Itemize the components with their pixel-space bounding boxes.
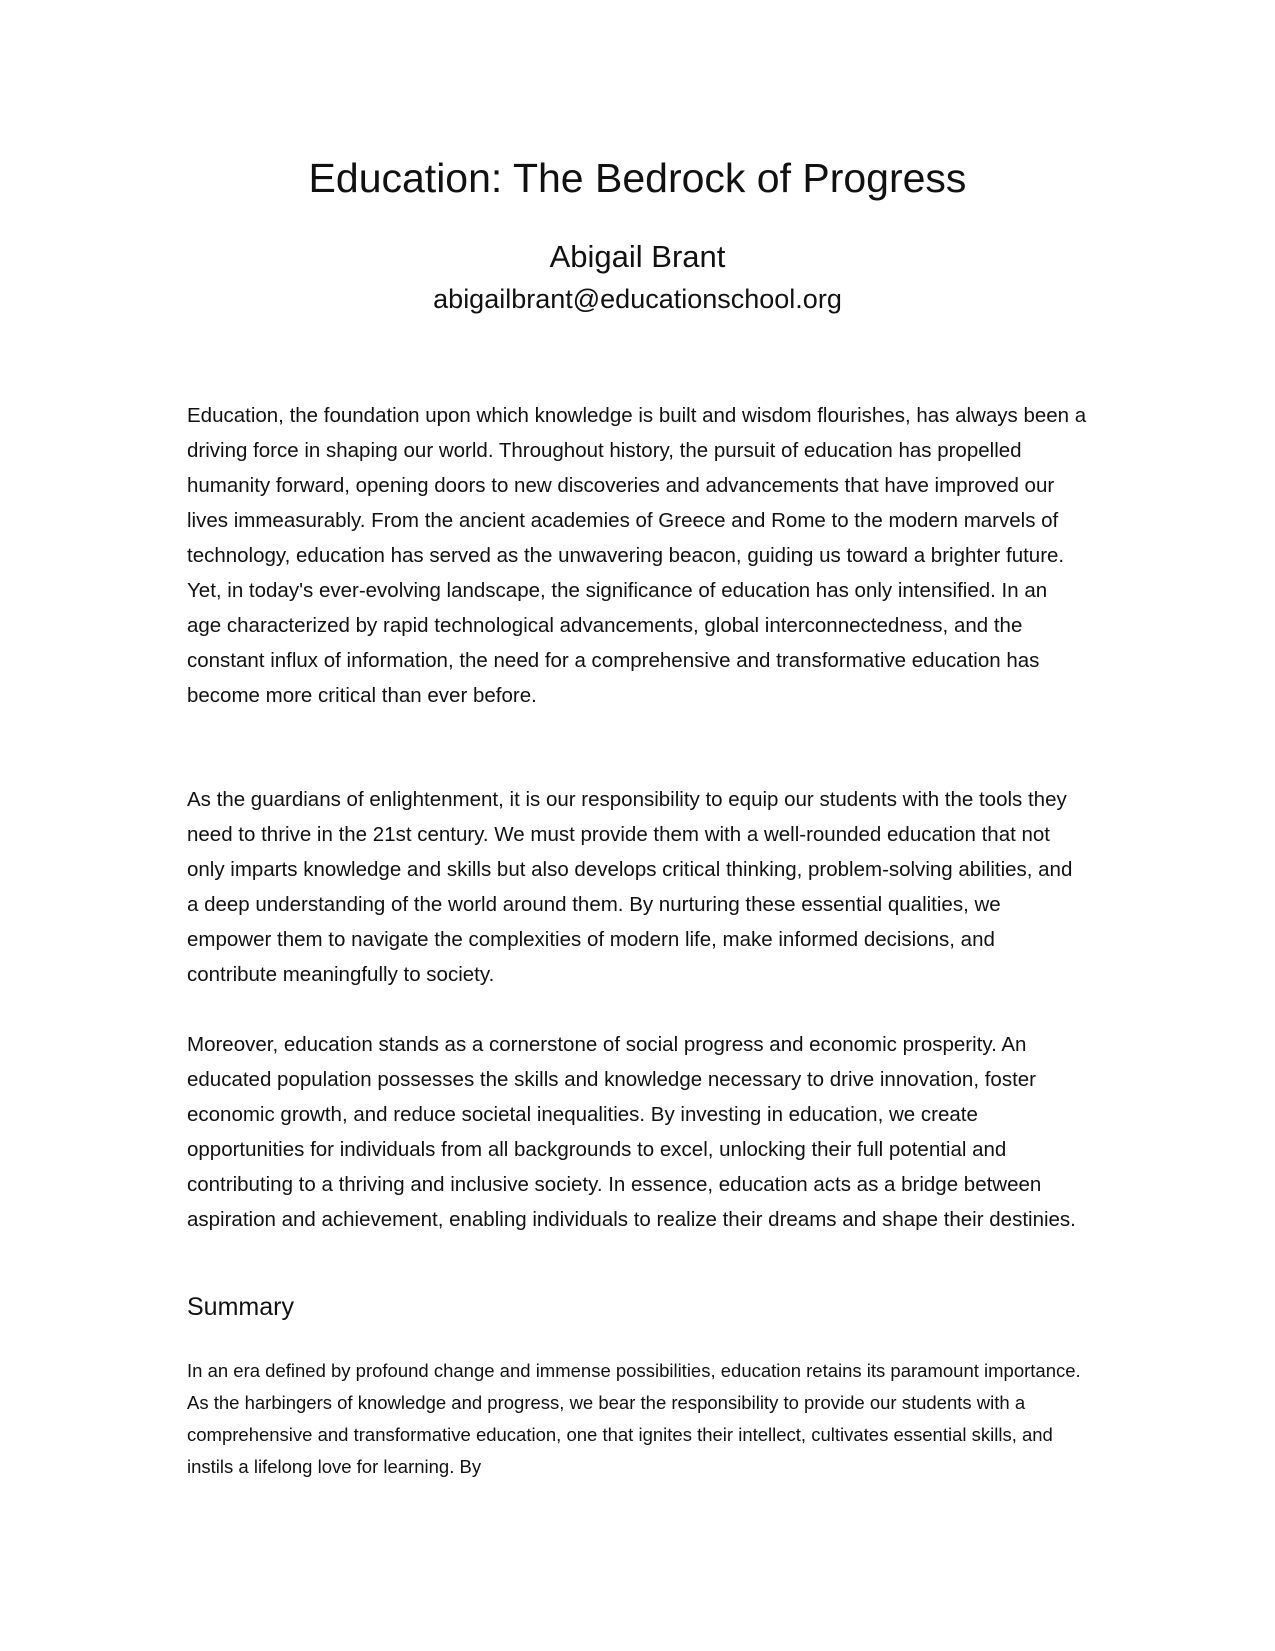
document-title: Education: The Bedrock of Progress bbox=[308, 155, 967, 201]
body-paragraph-3: Moreover, education stands as a cornerstone of social progress and economic prosperity. An educated population possesses the skills and knowledge necessary to drive innovation, foster economic growth, and reduce societal inequalities. By investing in education, we create opportunities for individuals from all backgrounds to excel, unlocking their full potential and contributing to a thriving and inclusive society. In essence, education acts as a bridge between aspiration and achievement, enabling individuals to realize their dreams and shape their destinies. bbox=[187, 1033, 1076, 1231]
summary-heading: Summary bbox=[187, 1293, 294, 1321]
author-name: Abigail Brant bbox=[549, 239, 726, 274]
author-email: abigailbrant@educationschool.org bbox=[433, 284, 842, 314]
body-paragraph-1: Education, the foundation upon which knowledge is built and wisdom flourishes, has always been a driving force in shaping our world. Throughout history, the pursuit of education has propelled humanity forward, opening doors to new discoveries and advancements that have improved our lives immeasurably. From the ancient academies of Greece and Rome to the modern marvels of technology, education has served as the unwavering beacon, guiding us toward a brighter future. Yet, in today's ever-evolving landscape, the significance of education has only intensified. In an age characterized by rapid technological advancements, global interconnectedness, and the constant influx of information, the need for a comprehensive and transformative education has become more critical than ever before. bbox=[187, 404, 1087, 707]
body-paragraph-2: As the guardians of enlightenment, it is our responsibility to equip our students with the tools they need to thrive in the 21st century. We must provide them with a well-rounded education that not only imparts knowledge and skills but also develops critical thinking, problem-solving abilities, and a deep understanding of the world around them. By nurturing these essential qualities, we empower them to navigate the complexities of modern life, make informed decisions, and contribute meaningfully to society. bbox=[187, 788, 1073, 986]
summary-paragraph: In an era defined by profound change and immense possibilities, education retains its paramount importance. As the harbingers of knowledge and progress, we bear the responsibility to provide our students with a comprehensive and transformative education, one that ignites their intellect, cultivates essential skills, and instils a lifelong love for learning. By bbox=[187, 1360, 1081, 1477]
